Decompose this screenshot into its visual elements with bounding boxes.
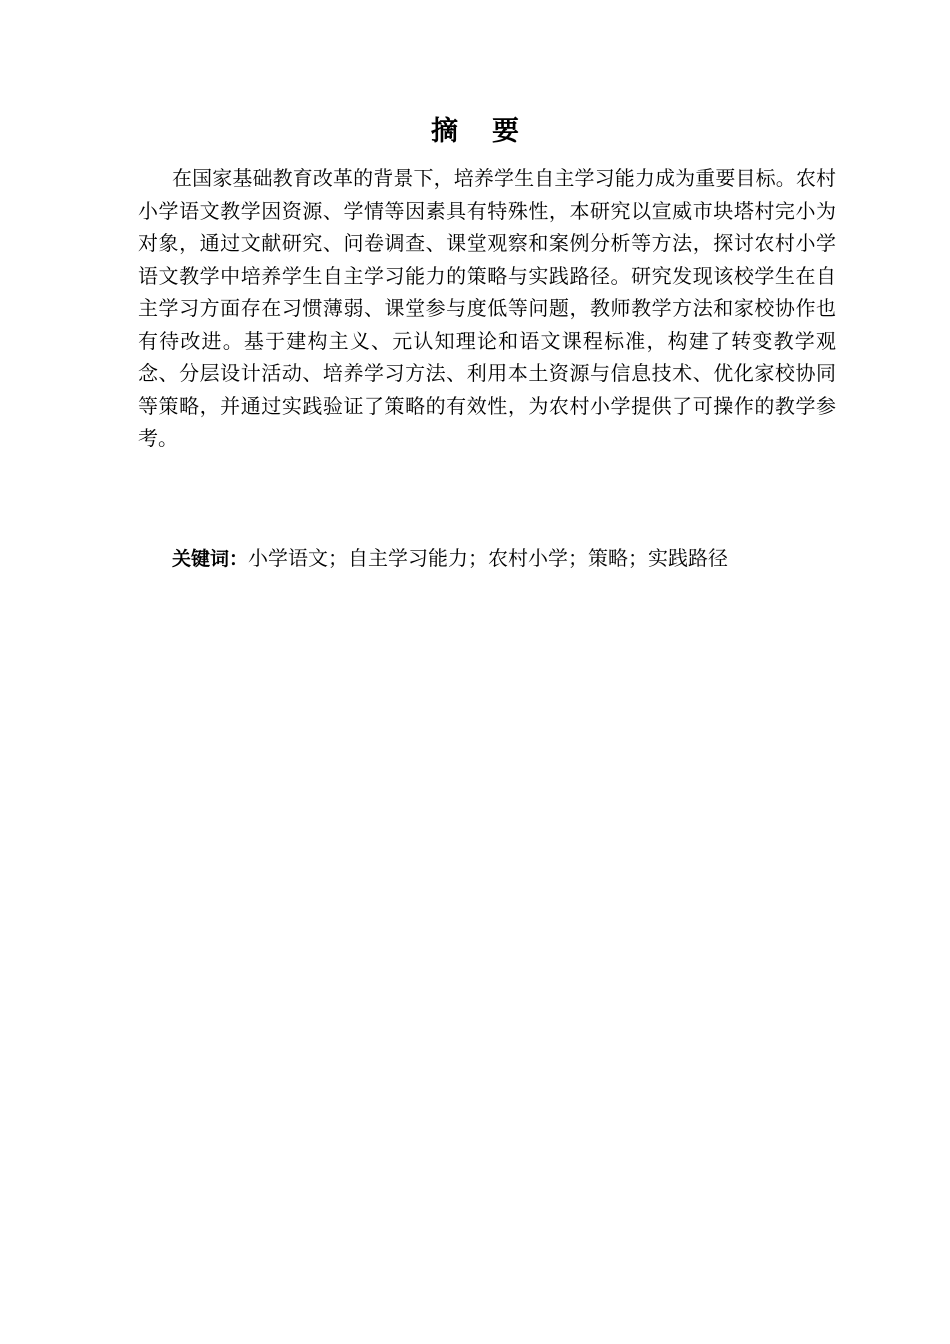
keywords-list: 小学语文；自主学习能力；农村小学；策略；实践路径 (248, 546, 729, 570)
abstract-body: 在国家基础教育改革的背景下，培养学生自主学习能力成为重要目标。农村小学语文教学因资源、学情等因素具有特殊性，本研究以宣威市块塔村完小为对象，通过文献研究、问卷调查、课堂观察和案例分析等方法，探讨农村小学语文教学中培养学生自主学习能力的策略与实践路径。研究发现该校学生在自主学习方面存在习惯薄弱、课堂参与度低等问题，教师教学方法和家校协作也有待改进。基于建构主义、元认知理论和语文课程标准，构建了转变教学观念、分层设计活动、培养学习方法、利用本土资源与信息技术、优化家校协同等策略，并通过实践验证了策略的有效性，为农村小学提供了可操作的教学参考。 (138, 166, 836, 450)
abstract-title: 摘要 (431, 116, 553, 147)
keywords-label: 关键词： (172, 548, 249, 570)
keywords-line (172, 542, 852, 575)
